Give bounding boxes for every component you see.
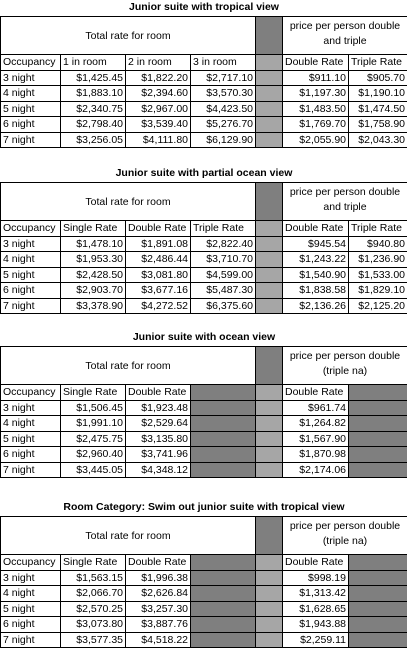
total-rate-cell: $1,923.48: [125, 400, 191, 417]
total-rate-cell: [190, 585, 256, 602]
pp-rate-cell: $1,870.98: [282, 446, 349, 463]
pp-rate-cell: $2,043.30: [348, 132, 407, 149]
occupancy-cell: 6 night: [0, 282, 61, 299]
total-rate-cell: $2,066.70: [60, 585, 126, 602]
pp-rate-cell: $1,540.90: [282, 267, 349, 284]
total-rate-cell: $1,563.15: [60, 570, 126, 587]
pp-header: Double Rate: [282, 220, 349, 237]
pp-rate-cell: $1,483.50: [282, 101, 349, 118]
section-title: Junior suite with tropical view: [0, 0, 407, 16]
rate-header: Triple Rate: [190, 220, 256, 237]
spacer-column: [255, 570, 283, 587]
spacer-column: [255, 16, 283, 55]
total-rate-cell: [190, 462, 256, 479]
total-rate-cell: $4,423.50: [190, 101, 256, 118]
total-rate-cell: $6,375.60: [190, 298, 256, 315]
total-rate-cell: $3,887.76: [125, 616, 191, 633]
total-rate-cell: $3,577.35: [60, 632, 126, 648]
total-rate-cell: $2,486.44: [125, 251, 191, 268]
total-rate-cell: $2,529.64: [125, 415, 191, 432]
rate-header: Double Rate: [125, 220, 191, 237]
occupancy-cell: 4 night: [0, 251, 61, 268]
occupancy-cell: 3 night: [0, 570, 61, 587]
pp-rate-cell: $1,197.30: [282, 85, 349, 102]
per-person-label: price per person double (triple na): [282, 516, 407, 555]
total-rate-cell: $1,478.10: [60, 236, 126, 253]
pp-rate-cell: $1,567.90: [282, 431, 349, 448]
per-person-label: price per person double and triple: [282, 16, 407, 55]
pp-rate-cell: $1,236.90: [348, 251, 407, 268]
pp-rate-cell: $1,243.22: [282, 251, 349, 268]
total-rate-cell: $1,991.10: [60, 415, 126, 432]
occupancy-cell: 6 night: [0, 446, 61, 463]
total-rate-cell: $3,256.05: [60, 132, 126, 149]
total-rate-cell: $1,425.45: [60, 70, 126, 87]
total-rate-cell: $2,428.50: [60, 267, 126, 284]
total-rate-cell: $3,257.30: [125, 601, 191, 618]
total-rate-label: Total rate for room: [0, 346, 256, 385]
total-rate-cell: $4,272.52: [125, 298, 191, 315]
spacer-column: [255, 267, 283, 284]
total-rate-cell: $4,111.80: [125, 132, 191, 149]
total-rate-cell: $1,506.45: [60, 400, 126, 417]
rate-header: 2 in room: [125, 54, 191, 71]
total-rate-cell: $1,822.20: [125, 70, 191, 87]
occupancy-cell: 4 night: [0, 415, 61, 432]
total-rate-cell: $2,340.75: [60, 101, 126, 118]
total-rate-cell: $3,445.05: [60, 462, 126, 479]
pp-header: Double Rate: [282, 54, 349, 71]
section-title: Junior suite with ocean view: [0, 330, 407, 346]
occupancy-cell: 4 night: [0, 585, 61, 602]
total-rate-cell: [190, 632, 256, 648]
spacer-column: [255, 298, 283, 315]
spacer-column: [255, 346, 283, 385]
pp-rate-cell: $961.74: [282, 400, 349, 417]
total-rate-cell: $3,570.30: [190, 85, 256, 102]
pp-rate-cell: $998.19: [282, 570, 349, 587]
rate-header: Double Rate: [125, 384, 191, 401]
total-rate-cell: $1,883.10: [60, 85, 126, 102]
occupancy-header: Occupancy: [0, 220, 61, 237]
pp-rate-cell: [348, 446, 407, 463]
total-rate-cell: $3,073.80: [60, 616, 126, 633]
spacer-column: [255, 384, 283, 401]
rate-header: Single Rate: [60, 384, 126, 401]
total-rate-cell: [190, 616, 256, 633]
occupancy-header: Occupancy: [0, 384, 61, 401]
occupancy-cell: 5 night: [0, 601, 61, 618]
total-rate-cell: $3,677.16: [125, 282, 191, 299]
spacer-column: [255, 101, 283, 118]
total-rate-cell: $2,960.40: [60, 446, 126, 463]
pp-rate-cell: [348, 601, 407, 618]
spacer-column: [255, 54, 283, 71]
occupancy-cell: 6 night: [0, 616, 61, 633]
occupancy-cell: 7 night: [0, 462, 61, 479]
spacer-column: [255, 251, 283, 268]
spacer-column: [255, 70, 283, 87]
spacer-column: [255, 446, 283, 463]
pp-rate-cell: [348, 400, 407, 417]
section-title: Room Category: Swim out junior suite with tropical view: [0, 500, 407, 516]
total-rate-cell: $3,135.80: [125, 431, 191, 448]
total-rate-label: Total rate for room: [0, 182, 256, 221]
total-rate-cell: $2,903.70: [60, 282, 126, 299]
pp-rate-cell: $1,628.65: [282, 601, 349, 618]
total-rate-cell: $6,129.90: [190, 132, 256, 149]
pp-rate-cell: $911.10: [282, 70, 349, 87]
rate-header: [190, 384, 256, 401]
pp-rate-cell: $1,533.00: [348, 267, 407, 284]
pp-rate-cell: [348, 415, 407, 432]
spacer-column: [255, 182, 283, 221]
pp-rate-cell: $1,758.90: [348, 116, 407, 133]
pp-rate-cell: $2,136.26: [282, 298, 349, 315]
pp-rate-cell: $1,474.50: [348, 101, 407, 118]
pp-rate-cell: [348, 431, 407, 448]
pp-rate-cell: $1,829.10: [348, 282, 407, 299]
total-rate-cell: $2,717.10: [190, 70, 256, 87]
spacer-column: [255, 585, 283, 602]
pp-rate-cell: $2,055.90: [282, 132, 349, 149]
total-rate-cell: $3,741.96: [125, 446, 191, 463]
total-rate-cell: $2,967.00: [125, 101, 191, 118]
total-rate-cell: $3,081.80: [125, 267, 191, 284]
occupancy-cell: 4 night: [0, 85, 61, 102]
spacer-column: [255, 616, 283, 633]
total-rate-cell: $2,475.75: [60, 431, 126, 448]
pp-rate-cell: $1,264.82: [282, 415, 349, 432]
total-rate-cell: $3,378.90: [60, 298, 126, 315]
occupancy-cell: 5 night: [0, 101, 61, 118]
pp-rate-cell: $1,943.88: [282, 616, 349, 633]
total-rate-cell: $4,348.12: [125, 462, 191, 479]
rate-header: [190, 554, 256, 571]
pp-header: Triple Rate: [348, 54, 407, 71]
total-rate-cell: [190, 446, 256, 463]
rate-header: Single Rate: [60, 554, 126, 571]
occupancy-cell: 7 night: [0, 132, 61, 149]
total-rate-cell: $3,539.40: [125, 116, 191, 133]
spacer-column: [255, 400, 283, 417]
spacer-column: [255, 132, 283, 149]
occupancy-cell: 3 night: [0, 70, 61, 87]
pp-rate-cell: [348, 616, 407, 633]
spacer-column: [255, 516, 283, 555]
spacer-column: [255, 116, 283, 133]
pp-rate-cell: $1,190.10: [348, 85, 407, 102]
pp-rate-cell: $905.70: [348, 70, 407, 87]
total-rate-cell: $2,626.84: [125, 585, 191, 602]
occupancy-cell: 5 night: [0, 267, 61, 284]
total-rate-cell: $2,394.60: [125, 85, 191, 102]
pp-rate-cell: $1,838.58: [282, 282, 349, 299]
spacer-column: [255, 85, 283, 102]
total-rate-cell: $2,570.25: [60, 601, 126, 618]
rate-header: 3 in room: [190, 54, 256, 71]
spacer-column: [255, 220, 283, 237]
spacer-column: [255, 632, 283, 648]
total-rate-cell: $2,822.40: [190, 236, 256, 253]
occupancy-cell: 7 night: [0, 632, 61, 648]
pp-header: Double Rate: [282, 554, 349, 571]
total-rate-cell: $5,276.70: [190, 116, 256, 133]
pp-rate-cell: $1,769.70: [282, 116, 349, 133]
pp-header: [348, 554, 407, 571]
pp-rate-cell: $2,125.20: [348, 298, 407, 315]
total-rate-cell: $1,953.30: [60, 251, 126, 268]
pp-rate-cell: $1,313.42: [282, 585, 349, 602]
rate-header: 1 in room: [60, 54, 126, 71]
rate-header: Single Rate: [60, 220, 126, 237]
pp-rate-cell: [348, 632, 407, 648]
occupancy-header: Occupancy: [0, 554, 61, 571]
pp-rate-cell: $940.80: [348, 236, 407, 253]
pp-rate-cell: $2,174.06: [282, 462, 349, 479]
total-rate-cell: [190, 601, 256, 618]
total-rate-label: Total rate for room: [0, 16, 256, 55]
spacer-column: [255, 601, 283, 618]
total-rate-cell: [190, 415, 256, 432]
occupancy-cell: 6 night: [0, 116, 61, 133]
per-person-label: price per person double and triple: [282, 182, 407, 221]
total-rate-cell: [190, 431, 256, 448]
pp-header: [348, 384, 407, 401]
pp-header: Triple Rate: [348, 220, 407, 237]
section-title: Junior suite with partial ocean view: [0, 166, 407, 182]
total-rate-cell: $1,996.38: [125, 570, 191, 587]
spacer-column: [255, 554, 283, 571]
total-rate-cell: $5,487.30: [190, 282, 256, 299]
total-rate-cell: [190, 570, 256, 587]
total-rate-cell: $3,710.70: [190, 251, 256, 268]
pp-rate-cell: [348, 585, 407, 602]
total-rate-cell: $4,518.22: [125, 632, 191, 648]
pp-rate-cell: [348, 462, 407, 479]
spacer-column: [255, 236, 283, 253]
spacer-column: [255, 282, 283, 299]
total-rate-cell: $4,599.00: [190, 267, 256, 284]
total-rate-cell: $2,798.40: [60, 116, 126, 133]
total-rate-cell: $1,891.08: [125, 236, 191, 253]
spacer-column: [255, 462, 283, 479]
per-person-label: price per person double (triple na): [282, 346, 407, 385]
occupancy-cell: 3 night: [0, 400, 61, 417]
occupancy-cell: 3 night: [0, 236, 61, 253]
total-rate-cell: [190, 400, 256, 417]
total-rate-label: Total rate for room: [0, 516, 256, 555]
pp-rate-cell: [348, 570, 407, 587]
pp-rate-cell: $2,259.11: [282, 632, 349, 648]
spacer-column: [255, 415, 283, 432]
pp-header: Double Rate: [282, 384, 349, 401]
spacer-column: [255, 431, 283, 448]
occupancy-header: Occupancy: [0, 54, 61, 71]
rate-header: Double Rate: [125, 554, 191, 571]
occupancy-cell: 7 night: [0, 298, 61, 315]
occupancy-cell: 5 night: [0, 431, 61, 448]
pp-rate-cell: $945.54: [282, 236, 349, 253]
